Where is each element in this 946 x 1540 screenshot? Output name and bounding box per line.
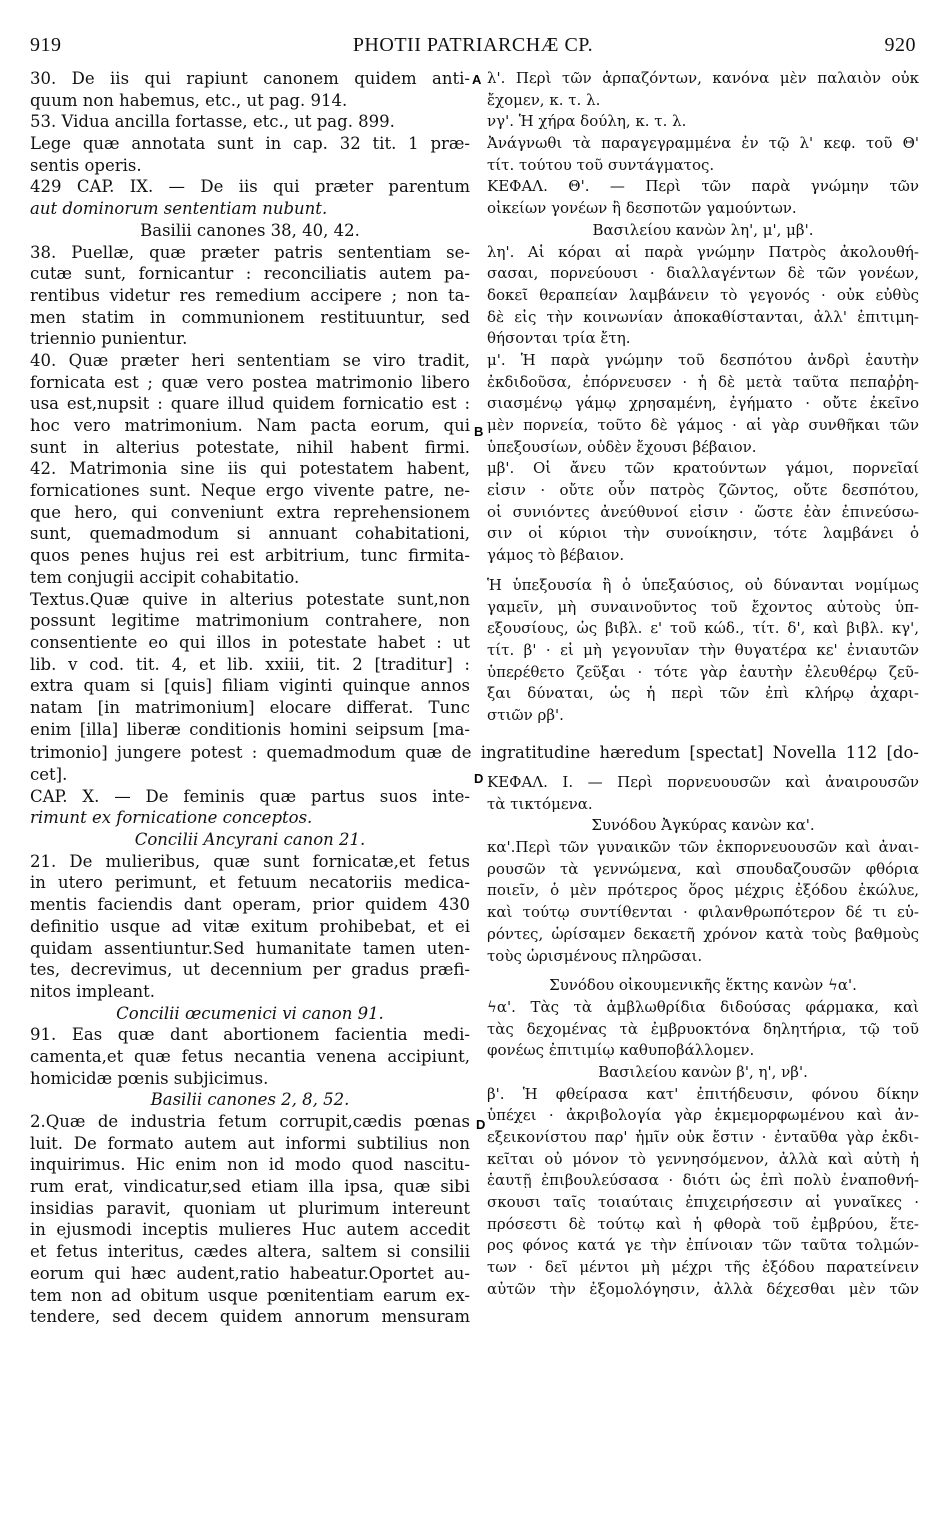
text-line: rimunt ex fornicatione conceptos. (30, 808, 313, 828)
text-line: camenta,et quæ fetus necantia venena accipiunt, (30, 1046, 470, 1066)
text-line: usa est,nupsit : quare illud quidem fornicatio est : (30, 394, 470, 414)
text-line: natam [in matrimonium] elocare differat. Tunc (30, 697, 470, 717)
text-line: ΚΕΦΑΛ. Ι. — Περὶ πορνευουσῶν καὶ ἀναιρουσῶν (487, 773, 919, 791)
text-line: σασαι, πορνεύουσι · διαλλαγέντων δὲ τῶν γονέων, (487, 264, 919, 283)
text-line: quidam assentiuntur.Sed humanitate tamen uten- (30, 938, 470, 958)
latin-column-bottom (30, 764, 470, 1328)
text-line: sentis operis. (30, 155, 142, 175)
text-line: 53. Vidua ancilla fortasse, etc., ut pag. 899. (30, 112, 395, 132)
text-line: nitos impleant. (30, 981, 156, 1001)
text-line: tendere, sed decem quidem annorum mensuram (30, 1307, 470, 1327)
text-line: fornicata est ; quæ vero postea matrimonio libero (30, 372, 470, 392)
text-line: consentiente eo qui illos in potestate habet : ut (30, 632, 470, 652)
text-line: eorum qui hæc audent,ratio habeatur.Oportet au- (30, 1263, 470, 1283)
text-line: CAP. X. — De feminis quæ partus suos inte- (30, 786, 470, 806)
text-line: Textus.Quæ quive in alterius potestate sunt,non (30, 589, 470, 609)
margin-marker-d: D (474, 771, 484, 786)
text-line: possunt legitime matrimonium contrahere, non (30, 611, 470, 631)
text-line: tes, decrevimus, ut decennium per gradus præfi- (30, 960, 470, 980)
text-line: 21. De mulieribus, quæ sunt fornicatæ,et fetus (30, 851, 470, 871)
margin-marker-a: A (472, 72, 482, 87)
greek-column-top (487, 68, 919, 727)
full-width-line: trimonio] jungere potest : quemadmodum quæ de ingratitudine hæredum [spectat] Novella 112 [do- (30, 743, 919, 762)
text-line: πρόσεστι δὲ τούτῳ καὶ ἡ φθορὰ τοῦ ἐμβρύου, ἕτε- (487, 1214, 919, 1233)
text-line: οἰκείων γονέων ἢ δεσποτῶν γαμούντων. (487, 199, 797, 218)
text-line: 38. Puellæ, quæ præter patris sententiam se- (30, 242, 470, 262)
text-line: εξεικονίστου παρ' ἡμῖν οὐκ ἔστιν · ἐνταῦθα γὰρ ἐκδι- (487, 1128, 919, 1146)
text-line: Βασιλείου κανὼν λη', μ', μβ'. (592, 220, 814, 239)
text-line: τίτ. β' · εἰ μὴ γεγονυῖαν τὴν θυγατέρα κε' ἐνιαυτῶν (487, 640, 919, 659)
text-line: quos penes hujus rei est arbitrium, tunc firmita- (30, 546, 470, 566)
text-line: μὲν πορνεία, τοῦτο δὲ γάμος · αἱ γὰρ συνθῆκαι τῶν (487, 416, 919, 434)
text-line: ἔχομεν, κ. τ. λ. (487, 90, 601, 109)
text-line: Ἀνάγνωθι τὰ παραγεγραμμένα ἐν τῷ λ' κεφ. τοῦ Θ' (487, 134, 919, 153)
text-line: Βασιλείου κανὼν β', η', νβ'. (598, 1062, 808, 1081)
text-line: cet]. (30, 765, 68, 784)
greek-column-bottom (487, 764, 919, 1301)
running-title: PHOTII PATRIARCHÆ CP. (352, 34, 594, 56)
margin-marker-d-lower: D (476, 1117, 486, 1132)
text-line: μβ'. Οἱ ἄνευ τῶν κρατούντων γάμοι, πορνεῖαί (487, 459, 919, 478)
text-line: Ἡ ὑπεξουσία ἢ ὁ ὑπεξαύσιος, οὐ δύνανται νομίμως (487, 575, 919, 594)
text-line: νγ'. Ἡ χήρα δούλη, κ. τ. λ. (487, 112, 687, 131)
text-line: hoc vero matrimonium. Nam pacta eorum, qui (30, 416, 470, 435)
text-line: ρουσῶν τὰ γεννώμενα, καὶ σπουδαζουσῶν φθόρια (487, 859, 919, 878)
text-line: ρόντες, ὡρίσαμεν δεκαετῆ χρόνον κατὰ τοὺς βαθμοὺς (487, 924, 919, 943)
text-line: inquirimus. Hic enim non id modo quod nascitu- (30, 1155, 470, 1175)
text-line: definitio usque ad vitæ exitum prohibebat, et ei (30, 916, 470, 936)
text-line: triennio punientur. (30, 329, 188, 349)
text-line: τὰ τικτόμενα. (487, 794, 593, 813)
text-line: 42. Matrimonia sine iis qui potestatem habent, (30, 459, 470, 479)
text-line: 40. Quæ præter heri sententiam se viro tradit, (30, 350, 470, 370)
text-line: tem non ad obitum usque pœnitentiam earum ex- (30, 1285, 470, 1305)
page-number-left: 919 (30, 34, 62, 56)
text-line: ἐκδιδοῦσα, ἐπόρνευσεν · ἡ δὲ μετὰ ταῦτα πεπαῤῥη- (487, 372, 919, 391)
text-line: λ'. Περὶ τῶν ἁρπαζόντων, κανόνα μὲν παλαιὸν οὐκ (487, 69, 919, 87)
text-line: των · δεῖ μέντοι μὴ μέχρι τῆς ἐξόδου παρατείνειν (487, 1258, 919, 1277)
text-line: tem conjugii accipit cohabitatio. (30, 567, 300, 587)
text-line: εἰσιν · οὔτε οὖν πατρὸς ζῶντος, οὔτε δεσπότου, (487, 481, 919, 500)
text-line: rentibus videtur res remedium accipere ; non ta- (30, 285, 470, 305)
text-line: aut dominorum sententiam nubunt. (30, 199, 328, 219)
text-line: in ejusmodi inceptis mulieres Huc autem accedit (30, 1220, 470, 1240)
text-line: τὰς δεχομένας τὰ ἐμβρυοκτόνα δηλητήρια, τῷ τοῦ (487, 1019, 919, 1038)
text-line: εξουσίους, ὡς βιβλ. ε' τοῦ κώδ., τίτ. δ', καὶ βιβλ. κγ', (487, 619, 919, 638)
text-line: β'. Ἡ φθείρασα κατ' ἐπιτήδευσιν, φόνου δίκην (487, 1084, 919, 1103)
page-header (30, 34, 916, 64)
text-line: sunt in alterius potestate, nihil habent firmi. (30, 437, 470, 457)
text-line: rum erat, vindicatur,sed etiam illa ipsa, quæ sibi (30, 1177, 470, 1197)
text-line: δοκεῖ θεραπείαν λαμβάνειν τὸ γεγονός · οὐκ εὐθὺς (487, 285, 919, 304)
text-line: Basilii canones 2, 8, 52. (150, 1090, 350, 1110)
text-line (487, 764, 919, 772)
text-line: insidias paravit, quoniam ut plurimum intereunt (30, 1198, 470, 1218)
text-line: ὑπέχει · ἀκριβολογία γὰρ ἐκμεμορφωμένου καὶ ἀν- (487, 1106, 919, 1125)
text-line: σιν οἱ κύριοι τὴν συνοίκησιν, τότε λαμβάνει ὁ (487, 524, 919, 543)
text-line: 2.Quæ de industria fetum corrupit,cædis pœnas (30, 1112, 470, 1131)
text-line: θήσονται τρία ἔτη. (487, 329, 631, 348)
text-line: mentis faciendis dant operam, prior quidem 430 (30, 895, 470, 915)
text-line: ποιεῖν, ὁ μὲν πρότερος ὅρος μέχρις ἐξόδου ἐκώλυε, (487, 881, 919, 900)
text-line: καὶ τούτῳ συντίθενται · φιλανθρωπότερον δέ τι εὑ- (487, 903, 919, 922)
text-line: Συνόδου Ἀγκύρας κανὼν κα'. (591, 816, 815, 835)
text-line: γάμος τὸ βέβαιον. (487, 546, 625, 565)
text-line (487, 967, 919, 975)
text-line: lib. v cod. tit. 4, et lib. xxiii, tit. 2 [traditur] : (30, 654, 470, 674)
text-line: μ'. Ἡ παρὰ γνώμην τοῦ δεσπότου ἀνδρὶ ἑαυτὴν (487, 350, 919, 369)
text-line: que hero, qui conveniunt extra reprehensionem (30, 502, 470, 522)
text-line: κα'.Περὶ τῶν γυναικῶν τῶν ἐκπορνευουσῶν καὶ ἀναι- (487, 838, 919, 857)
text-line: λη'. Αἱ κόραι αἱ παρὰ γνώμην Πατρὸς ἀκολουθή- (487, 242, 919, 261)
text-line: ΚΕΦΑΛ. Θ'. — Περὶ τῶν παρὰ γνώμην τῶν (487, 177, 919, 196)
text-line: quum non habemus, etc., ut pag. 914. (30, 90, 348, 110)
text-line: γαμεῖν, μὴ συναινοῦντος τοῦ ἔχοντος αὐτοὺς ὑπ- (487, 597, 919, 616)
text-line: αὐτῶν τὴν ἐξομολόγησιν, ἀλλὰ δέχεσθαι μὲν τῶν (487, 1279, 919, 1298)
text-line: κεῖται οὐ μόνον τὸ γεννησόμενον, ἀλλὰ καὶ αὐτὴ ἡ (487, 1149, 919, 1168)
margin-marker-b: B (474, 424, 484, 439)
text-line: οἱ συνιόντες ἀνεύθυνοί εἰσιν · ὥστε ἐὰν ἐπινεύσω- (487, 502, 919, 521)
text-line: ὑπεξουσίων, οὐδὲν ἔχουσι βέβαιον. (487, 437, 757, 456)
text-line: fornicationes sunt. Neque ergo vivente patre, ne- (30, 481, 470, 501)
text-line: φονέως ἐπιτιμίῳ καθυποβάλλομεν. (487, 1041, 755, 1060)
text-line: 30. De iis qui rapiunt canonem quidem anti- (30, 69, 470, 88)
text-line: ξαι δύναται, ὡς ἡ περὶ τῶν ἐπὶ κλήρῳ ἀχαρι- (487, 684, 919, 703)
text-line: in utero perimunt, et fetuum necatoriis medica- (30, 873, 470, 893)
text-line: σιασμένῳ γάμῳ χρησαμένη, ἐγήματο · οὔτε ἐκεῖνο (487, 394, 919, 413)
text-line: Basilii canones 38, 40, 42. (140, 220, 360, 240)
page-number-right: 920 (884, 34, 916, 56)
text-line: τοὺς ὡρισμένους πληρῶσαι. (487, 946, 703, 965)
text-line: ὑπερέθετο ζεῦξαι · τότε γὰρ ἑαυτὴν ἐλευθέρῳ ζεῦ- (487, 662, 919, 681)
text-line (487, 567, 919, 575)
text-line: 91. Eas quæ dant abortionem facientia medi- (30, 1025, 470, 1045)
text-line: ϟα'. Τὰς τὰ ἀμβλωθρίδια διδούσας φάρμακα, καὶ (487, 997, 919, 1016)
text-line: στιῶν ρβ'. (487, 705, 564, 724)
text-line: extra quam si [quis] filiam viginti quinque annos (30, 676, 470, 696)
text-line: cutæ sunt, fornicantur : reconciliatis autem pa- (30, 264, 470, 284)
text-line: luit. De formato autem aut informi subtilius non (30, 1133, 470, 1153)
text-line: τίτ. τούτου τοῦ συντάγματος. (487, 155, 715, 174)
text-line: Συνόδου οἰκουμενικῆς ἕκτης κανὼν ϟα'. (549, 976, 857, 995)
text-line: 429 CAP. IX. — De iis qui præter parentum (30, 177, 470, 197)
text-line: Concilii Ancyrani canon 21. (134, 830, 366, 850)
text-line: homicidæ pœnis subjicimus. (30, 1068, 269, 1088)
text-line: Concilii œcumenici vi canon 91. (116, 1003, 384, 1023)
text-line: δὲ εἰς τὴν κοινωνίαν ἀποκαθίστανται, ἀλλ' ἐπιτιμη- (487, 307, 919, 326)
text-line: σκουσι ταῖς τοιαύταις ἐπιχειρήσεσιν αἱ γυναῖκες · (487, 1193, 919, 1212)
text-line: sunt, quemadmodum si annuant cohabitationi, (30, 524, 470, 544)
text-line: et fetus interitus, cædes altera, saltem si consilii (30, 1242, 470, 1262)
latin-column-top (30, 68, 470, 740)
text-line: ἑαυτῇ ἐπιβουλεύσασα · διότι ὡς ἐπὶ πολὺ ἐναποθνή- (487, 1171, 919, 1190)
text-line: men statim in communionem restituuntur, sed (30, 307, 470, 327)
text-line: ρος φόνος κατά γε τὴν ἐπίνοιαν τῶν ταῦτα τολμών- (487, 1236, 919, 1255)
text-line: enim [illa] liberæ conditionis homini seipsum [ma- (30, 719, 470, 739)
text-line: Lege quæ annotata sunt in cap. 32 tit. 1 præ- (30, 134, 470, 154)
